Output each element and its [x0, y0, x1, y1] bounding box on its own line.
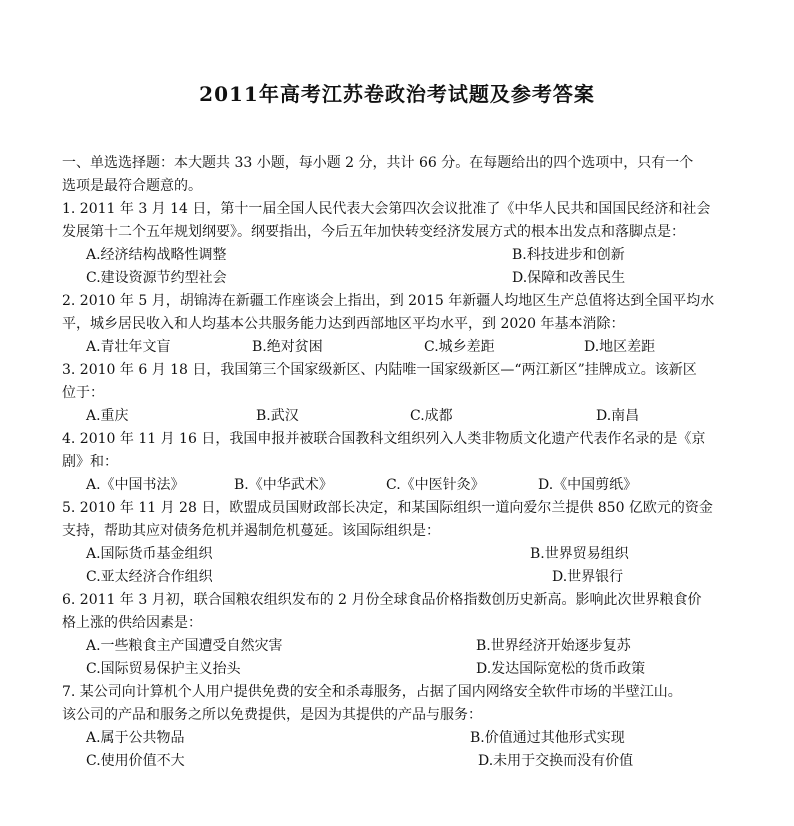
q2-option-b: B.绝对贫困 — [252, 339, 323, 355]
q4-option-a: A.《中国书法》 — [86, 477, 185, 493]
q7-stem-line-2: 该公司的产品和服务之所以免费提供，是因为其提供的产品与服务： — [62, 707, 482, 723]
q5-option-c: C.亚太经济合作组织 — [86, 569, 213, 585]
q1-stem-line-1: 1. 2011 年 3 月 14 日，第十一届全国人民代表大会第四次会议批准了《中华人民共和国国民经济和社会 — [62, 201, 711, 217]
q5-stem-line-2: 支持，帮助其应对债务危机并遏制危机蔓延。该国际组织是： — [62, 523, 440, 539]
q6-option-c: C.国际贸易保护主义抬头 — [86, 661, 241, 677]
q3-option-a: A.重庆 — [86, 408, 129, 424]
q6-option-b: B.世界经济开始逐步复苏 — [476, 638, 631, 654]
q1-stem-line-2: 发展第十二个五年规划纲要》。纲要指出，今后五年加快转变经济发展方式的根本出发点和落脚点是： — [62, 224, 685, 240]
q4-option-d: D.《中国剪纸》 — [538, 477, 638, 493]
intro-line-1: 一、单选选择题：本大题共 33 小题，每小题 2 分，共计 66 分。在每题给出的四个选项中，只有一个 — [62, 155, 694, 171]
q1-option-a: A.经济结构战略性调整 — [86, 247, 227, 263]
q3-stem-line-2: 位于： — [62, 385, 104, 401]
q4-stem-line-1: 4. 2010 年 11 月 16 日，我国申报并被联合国教科文组织列入人类非物质文化遗产代表作名录的是《京 — [62, 431, 706, 447]
q5-option-d: D.世界银行 — [552, 569, 624, 585]
q2-option-a: A.青壮年文盲 — [86, 339, 171, 355]
q6-stem-line-2: 格上涨的供给因素是： — [62, 615, 202, 631]
q3-option-c: C.成都 — [410, 408, 453, 424]
q2-option-c: C.城乡差距 — [424, 339, 495, 355]
q7-stem-line-1: 7. 某公司向计算机个人用户提供免费的安全和杀毒服务，占据了国内网络安全软件市场的半壁江山。 — [62, 684, 682, 700]
q1-option-d: D.保障和改善民生 — [512, 270, 626, 286]
q6-option-a: A.一些粮食主产国遭受自然灾害 — [86, 638, 283, 654]
q5-stem-line-1: 5. 2010 年 11 月 28 日，欧盟成员国财政部长决定，和某国际组织一道向爱尔兰提供 850 亿欧元的资金 — [62, 500, 713, 516]
q7-option-b: B.价值通过其他形式实现 — [470, 730, 625, 746]
q3-option-d: D.南昌 — [596, 408, 640, 424]
page-title: 2011年高考江苏卷政治考试题及参考答案 — [199, 82, 595, 106]
q3-stem-line-1: 3. 2010 年 6 月 18 日，我国第三个国家级新区、内陆唯一国家级新区—“两江新区”挂牌成立。该新区 — [62, 362, 697, 378]
q7-option-a: A.属于公共物品 — [86, 730, 185, 746]
q2-option-d: D.地区差距 — [584, 339, 656, 355]
q5-option-a: A.国际货币基金组织 — [86, 546, 213, 562]
q4-stem-line-2: 剧》和： — [62, 454, 118, 470]
q3-option-b: B.武汉 — [256, 408, 299, 424]
q4-option-c: C.《中医针灸》 — [386, 477, 485, 493]
q4-option-b: B.《中华武术》 — [234, 477, 333, 493]
q5-option-b: B.世界贸易组织 — [530, 546, 629, 562]
q7-option-c: C.使用价值不大 — [86, 753, 185, 769]
q6-option-d: D.发达国际宽松的货币政策 — [476, 661, 646, 677]
q1-option-b: B.科技进步和创新 — [512, 247, 625, 263]
q2-stem-line-2: 平，城乡居民收入和人均基本公共服务能力达到西部地区平均水平，到 2020 年基本消除： — [62, 316, 625, 332]
q2-stem-line-1: 2. 2010 年 5 月，胡锦涛在新疆工作座谈会上指出，到 2015 年新疆人均地区生产总值将达到全国平均水 — [62, 293, 715, 309]
q7-option-d: D.未用于交换而没有价值 — [478, 753, 634, 769]
q6-stem-line-1: 6. 2011 年 3 月初，联合国粮农组织发布的 2 月份全球食品价格指数创历史新高。影响此次世界粮食价 — [62, 592, 702, 608]
q1-option-c: C.建设资源节约型社会 — [86, 270, 227, 286]
intro-line-2: 选项是最符合题意的。 — [62, 178, 202, 194]
